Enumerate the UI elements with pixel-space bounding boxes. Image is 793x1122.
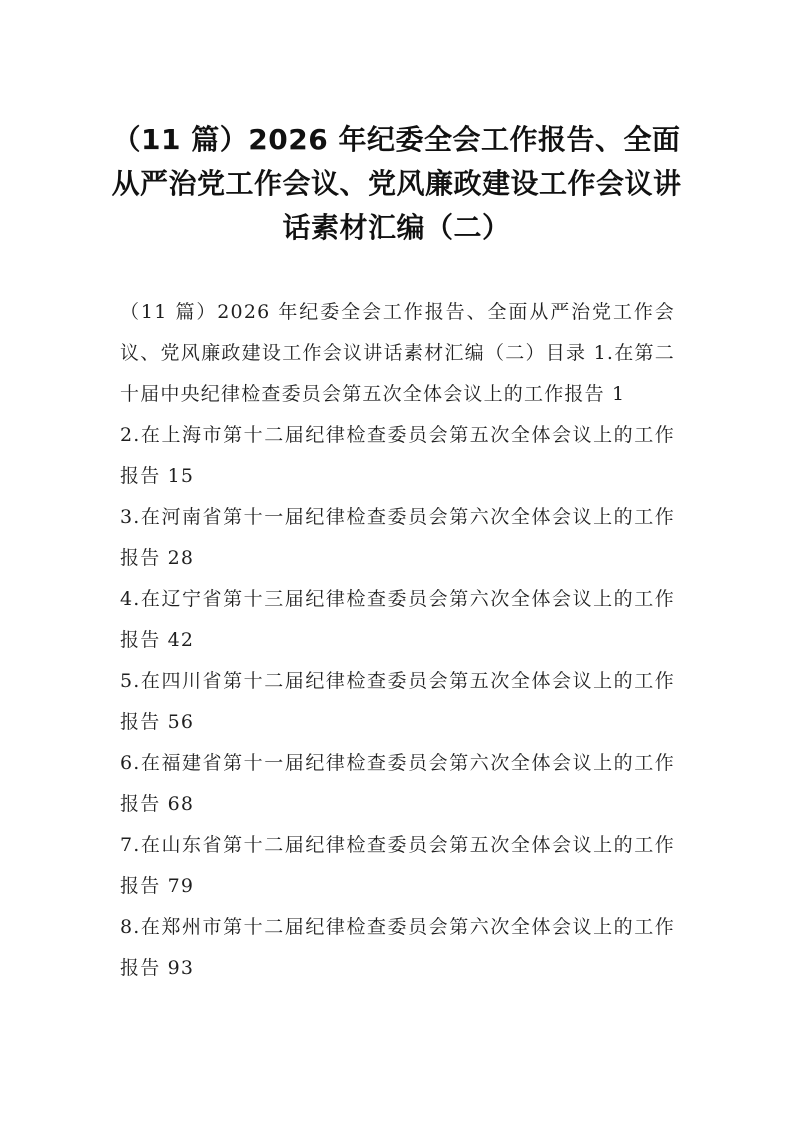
- toc-item: 7.在山东省第十二届纪律检查委员会第五次全体会议上的工作报告 79: [120, 834, 675, 897]
- document-title: （11 篇）2026 年纪委全会工作报告、全面从严治党工作会议、党风廉政建设工作会议讲话素材汇编（二）: [111, 123, 682, 244]
- intro-paragraph: （11 篇）2026 年纪委全会工作报告、全面从严治党工作会议、党风廉政建设工作会议讲话素材汇编（二）目录 1.在第二十届中央纪律检查委员会第五次全体会议上的工作报告 1: [120, 301, 675, 405]
- toc-item: 2.在上海市第十二届纪律检查委员会第五次全体会议上的工作报告 15: [120, 424, 675, 487]
- toc-item: 5.在四川省第十二届纪律检查委员会第五次全体会议上的工作报告 56: [120, 670, 675, 733]
- toc-item: 3.在河南省第十一届纪律检查委员会第六次全体会议上的工作报告 28: [120, 506, 675, 569]
- toc-item: 4.在辽宁省第十三届纪律检查委员会第六次全体会议上的工作报告 42: [120, 588, 675, 651]
- toc-item: 8.在郑州市第十二届纪律检查委员会第六次全体会议上的工作报告 93: [120, 916, 675, 979]
- document-body: [120, 292, 675, 989]
- table-of-contents: [120, 415, 675, 989]
- toc-item: 6.在福建省第十一届纪律检查委员会第六次全体会议上的工作报告 68: [120, 752, 675, 815]
